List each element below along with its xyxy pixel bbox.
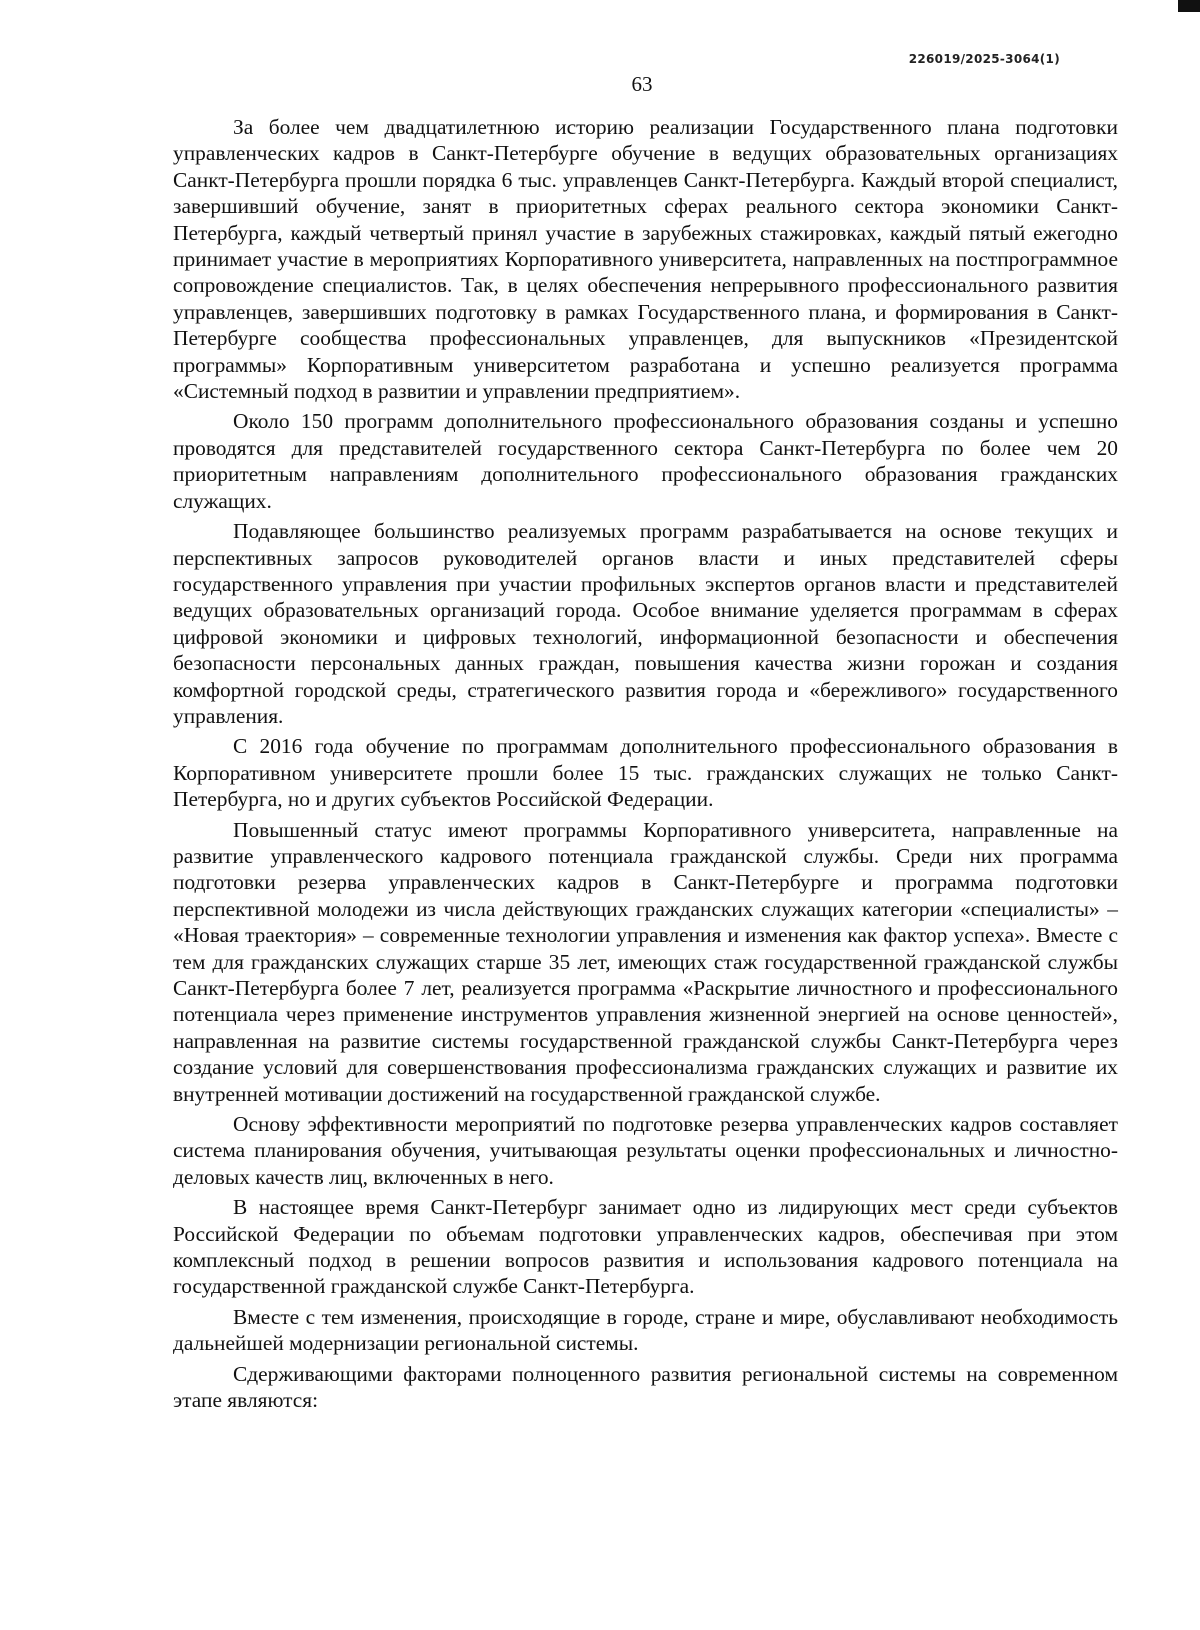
paragraph: В настоящее время Санкт-Петербург занимает одно из лидирующих мест среди субъектов Российской Федерации по объемам подготовки управленческих кадров, обеспечивая при этом комплексный подход в решении вопросов развития и использования кадрового потенциала на государственной гражданской службе Санкт-Петербурга. — [173, 1195, 1118, 1299]
scan-corner-mark — [1178, 0, 1200, 12]
paragraph: Около 150 программ дополнительного профессионального образования созданы и успешно проводятся для представителей государственного сектора Санкт-Петербурга по более чем 20 приоритетным направлениям дополнительного профессионального образования гражданских служащих. — [173, 409, 1118, 513]
page-number: 63 — [631, 72, 653, 96]
paragraph: Сдерживающими факторами полноценного развития региональной системы на современном этапе являются: — [173, 1361, 1118, 1413]
paragraph: За более чем двадцатилетнюю историю реализации Государственного плана подготовки управленческих кадров в Санкт-Петербурге обучение в ведущих образовательных организациях Санкт-Петербурга прошли порядка 6 тыс. управленцев Санкт-Петербурга. Каждый второй специалист, завершивший обучение, занят в приоритетных сферах реального сектора экономики Санкт-Петербурга, каждый четвертый принял участие в зарубежных стажировках, каждый пятый ежегодно принимает участие в мероприятиях Корпоративного университета, направленных на постпрограммное сопровождение специалистов. Так, в целях обеспечения непрерывного профессионального развития управленцев, завершивших подготовку в рамках Государственного плана, и формирования в Санкт-Петербурге сообщества профессиональных управленцев, для выпускников «Президентской программы» Корпоративным университетом разработана и успешно реализуется программа «Системный подход в развитии и управлении предприятием». — [173, 115, 1118, 404]
paragraph: Подавляющее большинство реализуемых программ разрабатывается на основе текущих и перспективных запросов руководителей органов власти и иных представителей сферы государственного управления при участии профильных экспертов органов власти и представителей ведущих образовательных организаций города. Особое внимание уделяется программам в сферах цифровой экономики и цифровых технологий, информационной безопасности и обеспечения безопасности персональных данных граждан, повышения качества жизни горожан и создания комфортной городской среды, стратегического развития города и «бережливого» государственного управления. — [173, 519, 1118, 728]
paragraph: Вместе с тем изменения, происходящие в городе, стране и мире, обуславливают необходимость дальнейшей модернизации региональной системы. — [173, 1304, 1118, 1356]
document-id: 226019/2025-3064(1) — [908, 52, 1060, 66]
paragraph: Повышенный статус имеют программы Корпоративного университета, направленные на развитие управленческого кадрового потенциала гражданской службы. Среди них программа подготовки резерва управленческих кадров в Санкт-Петербурге и программа подготовки перспективной молодежи из числа действующих гражданских служащих категории «специалисты» – «Новая траектория» – современные технологии управления и изменения как фактор успеха». Вместе с тем для гражданских служащих старше 35 лет, имеющих стаж государственной гражданской службы Санкт-Петербурга более 7 лет, реализуется программа «Раскрытие личностного и профессионального потенциала через применение инструментов управления жизненной энергией на основе ценностей», направленная на развитие системы государственной гражданской службы Санкт-Петербурга через создание условий для совершенствования профессионализма гражданских служащих и развитие их внутренней мотивации достижений на государственной гражданской службе. — [173, 817, 1118, 1106]
body-text — [173, 114, 1118, 1418]
paragraph: С 2016 года обучение по программам дополнительного профессионального образования в Корпоративном университете прошли более 15 тыс. гражданских служащих не только Санкт-Петербурга, но и других субъектов Российской Федерации. — [173, 734, 1118, 812]
paragraph: Основу эффективности мероприятий по подготовке резерва управленческих кадров составляет система планирования обучения, учитывающая результаты оценки профессиональных и личностно-деловых качеств лиц, включенных в него. — [173, 1112, 1118, 1189]
